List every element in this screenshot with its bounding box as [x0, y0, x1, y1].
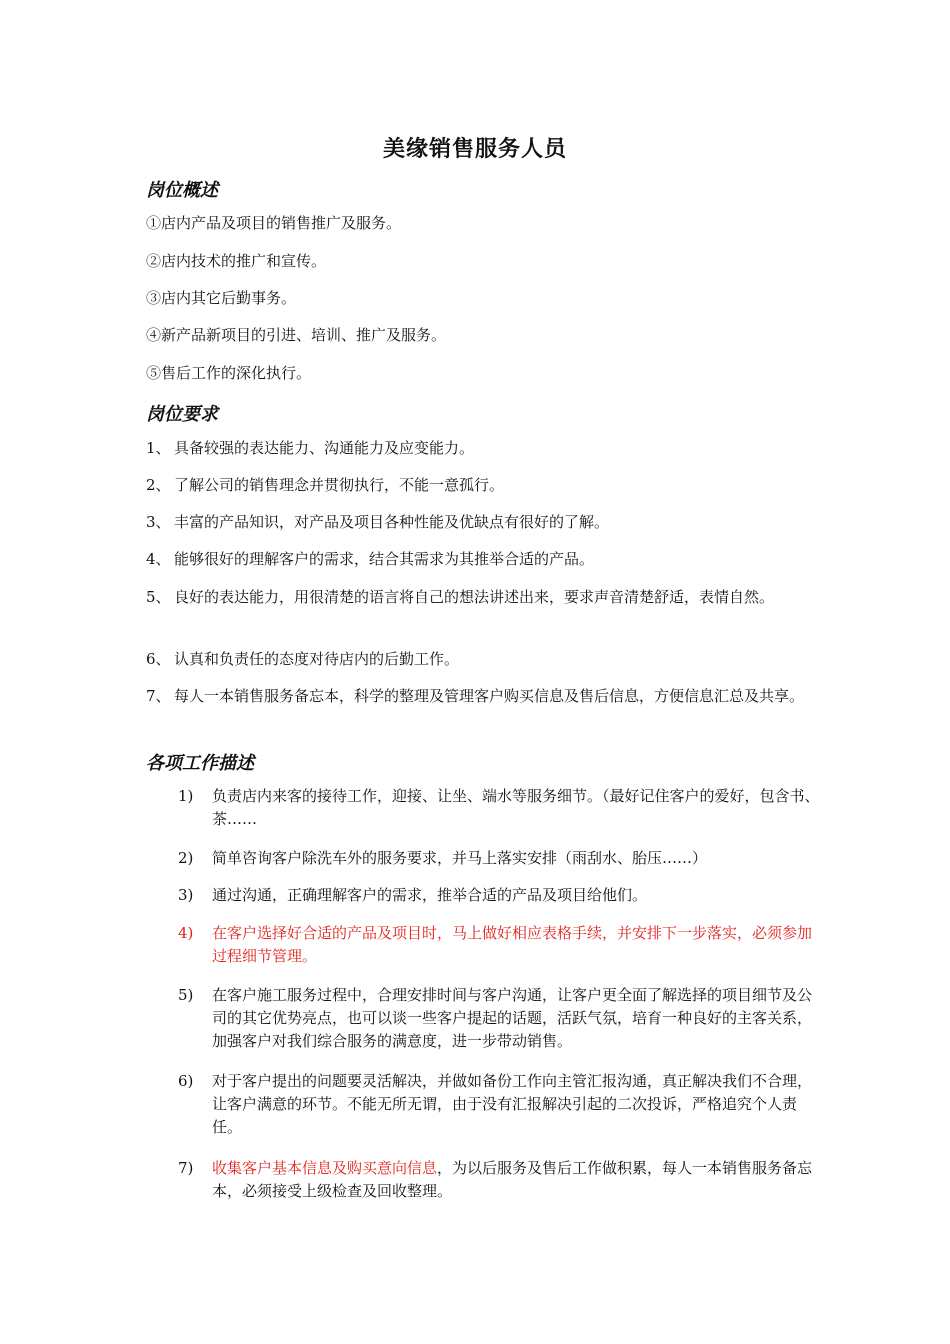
- task-text-rest: ，为以后服务及售后工作做积累，每人一本销售服务备忘本，必须接受上级检查及回收整理。: [212, 1159, 813, 1200]
- task-text: [212, 1157, 826, 1203]
- section-heading-overview: 岗位概述: [146, 180, 218, 201]
- requirement-number: 6、: [146, 650, 171, 668]
- task-text: 负责店内来客的接待工作，迎接、让坐、端水等服务细节。（最好记住客户的爱好，包含书、茶……: [212, 787, 820, 828]
- task-text-highlight: 收集客户基本信息及购买意向信息: [212, 1159, 438, 1177]
- requirement-number: 4、: [146, 550, 171, 568]
- requirement-number: 3、: [146, 513, 171, 531]
- task-text: 通过沟通，正确理解客户的需求，推举合适的产品及项目给他们。: [212, 886, 648, 904]
- requirement-text: 能够很好的理解客户的需求，结合其需求为其推举合适的产品。: [174, 550, 595, 568]
- task-number: 2): [178, 849, 194, 867]
- section-heading-tasks: 各项工作描述: [146, 753, 254, 774]
- overview-item: ③店内其它后勤事务。: [146, 289, 297, 307]
- task-number: 1): [178, 787, 194, 805]
- task-number: 6): [178, 1072, 194, 1090]
- task-text: 简单咨询客户除洗车外的服务要求，并马上落实安排（雨刮水、胎压……）: [212, 849, 708, 867]
- requirement-text: 丰富的产品知识，对产品及项目各种性能及优缺点有很好的了解。: [174, 513, 610, 531]
- task-number: 5): [178, 986, 194, 1004]
- requirement-text: 良好的表达能力，用很清楚的语言将自己的想法讲述出来，要求声音清楚舒适，表情自然。: [174, 588, 775, 606]
- section-heading-requirements: 岗位要求: [146, 404, 218, 425]
- overview-item: ②店内技术的推广和宣传。: [146, 252, 327, 270]
- overview-item: ①店内产品及项目的销售推广及服务。: [146, 214, 402, 232]
- task-number: 7): [178, 1159, 194, 1177]
- requirement-text: 了解公司的销售理念并贯彻执行，不能一意孤行。: [174, 476, 505, 494]
- requirement-text: 每人一本销售服务备忘本，科学的整理及管理客户购买信息及售后信息，方便信息汇总及共享。: [174, 687, 805, 705]
- task-number: 4): [178, 924, 194, 942]
- overview-item: ⑤售后工作的深化执行。: [146, 364, 312, 382]
- requirement-number: 2、: [146, 476, 171, 494]
- task-text: 在客户施工服务过程中，合理安排时间与客户沟通，让客户更全面了解选择的项目细节及公司的其它优势亮点，也可以谈一些客户提起的话题，活跃气氛，培育一种良好的主客关系，加强客户对我们综合服务的满意度，进一步带动销售。: [212, 986, 813, 1050]
- requirement-text: 具备较强的表达能力、沟通能力及应变能力。: [174, 439, 475, 457]
- requirement-text: 认真和负责任的态度对待店内的后勤工作。: [174, 650, 460, 668]
- requirement-number: 7、: [146, 687, 171, 705]
- page-title: 美缘销售服务人员: [382, 137, 567, 162]
- task-text: 在客户选择好合适的产品及项目时，马上做好相应表格手续，并安排下一步落实，必须参加过程细节管理。: [212, 924, 813, 965]
- task-text: 对于客户提出的问题要灵活解决，并做如备份工作向主管汇报沟通，真正解决我们不合理，让客户满意的环节。不能无所无谓，由于没有汇报解决引起的二次投诉，严格追究个人责任。: [212, 1072, 813, 1136]
- requirement-number: 1、: [146, 439, 171, 457]
- requirement-number: 5、: [146, 588, 171, 606]
- overview-item: ④新产品新项目的引进、培训、推广及服务。: [146, 326, 447, 344]
- task-number: 3): [178, 886, 194, 904]
